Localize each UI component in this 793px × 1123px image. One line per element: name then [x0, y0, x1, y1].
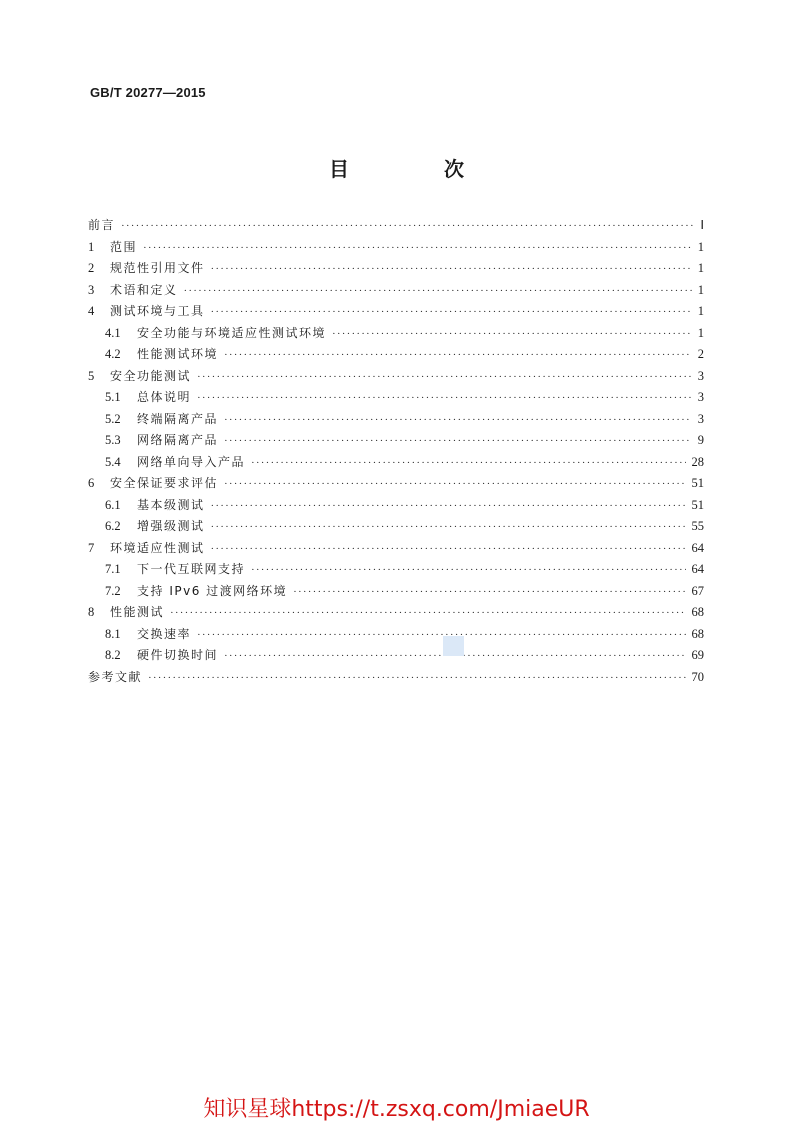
toc-entry[interactable]: [88, 538, 704, 560]
table-of-contents: [88, 215, 704, 688]
toc-entry-label: 网络隔离产品: [137, 433, 219, 447]
toc-entry-label: 测试环境与工具: [110, 304, 205, 318]
toc-dot-leader: [148, 668, 685, 690]
watermark-link[interactable]: 知识星球https://t.zsxq.com/JmiaeUR: [203, 1097, 590, 1122]
toc-entry-label: 术语和定义: [110, 282, 178, 297]
toc-entry[interactable]: [88, 366, 704, 388]
toc-entry-number: 8.1: [105, 626, 121, 641]
toc-dot-leader: [211, 302, 692, 324]
toc-entry-page: Ⅰ: [700, 218, 704, 232]
toc-entry-number: 7: [88, 540, 95, 555]
toc-entry-label: 参考文献: [88, 669, 143, 684]
toc-dot-leader: [197, 388, 692, 410]
toc-entry-page: 3: [697, 411, 704, 426]
toc-entry-page: 64: [691, 562, 704, 576]
toc-dot-leader: [143, 238, 692, 260]
toc-entry[interactable]: [88, 280, 704, 302]
toc-dot-leader: [170, 603, 685, 625]
toc-entry-number: 6: [88, 476, 95, 490]
toc-entry[interactable]: [88, 602, 704, 624]
toc-entry-page: 9: [697, 433, 704, 447]
toc-entry-page: 70: [691, 669, 704, 684]
toc-entry-number: 6.2: [105, 519, 121, 533]
toc-entry-page: 3: [697, 390, 704, 404]
toc-entry[interactable]: [88, 624, 704, 646]
toc-entry-number: 8.2: [105, 648, 121, 662]
toc-entry-number: 7.1: [105, 562, 121, 576]
toc-entry-label: 增强级测试: [137, 519, 205, 533]
toc-entry[interactable]: [88, 409, 704, 431]
toc-dot-leader: [224, 431, 692, 453]
toc-entry-label: 范围: [110, 239, 138, 254]
toc-entry-page: 67: [691, 583, 704, 598]
toc-dot-leader: [224, 474, 685, 496]
toc-dot-leader: [224, 345, 692, 367]
toc-dot-leader: [293, 582, 685, 604]
toc-entry[interactable]: [88, 258, 704, 280]
toc-entry[interactable]: [88, 387, 704, 409]
toc-entry-page: 68: [691, 605, 704, 619]
toc-entry-label: 安全功能测试: [110, 368, 192, 383]
toc-entry-number: 2: [88, 261, 95, 275]
toc-entry-page: 55: [691, 519, 704, 533]
toc-entry-label: 网络单向导入产品: [137, 454, 246, 469]
toc-entry[interactable]: [88, 473, 704, 495]
toc-entry-page: 69: [691, 648, 704, 662]
toc-entry-page: 2: [697, 347, 704, 361]
toc-entry-number: 5.1: [105, 390, 121, 404]
toc-entry-page: 1: [697, 304, 704, 318]
toc-dot-leader: [211, 496, 686, 518]
toc-entry[interactable]: [88, 452, 704, 474]
toc-entry-number: 3: [88, 282, 95, 297]
toc-entry-number: 7.2: [105, 583, 121, 598]
toc-entry-number: 5.4: [105, 454, 121, 469]
toc-dot-leader: [251, 560, 685, 582]
toc-entry-number: 4.1: [105, 325, 121, 340]
toc-entry-label: 总体说明: [137, 390, 192, 404]
toc-dot-leader: [224, 410, 692, 432]
toc-dot-leader: [211, 517, 686, 539]
toc-dot-leader: [211, 259, 692, 281]
toc-dot-leader: [121, 216, 694, 238]
toc-entry-page: 3: [697, 368, 704, 383]
toc-entry[interactable]: [88, 344, 704, 366]
toc-entry-page: 1: [697, 239, 704, 254]
toc-entry-page: 1: [697, 261, 704, 275]
toc-dot-leader: [211, 539, 686, 561]
toc-entry[interactable]: [88, 215, 704, 237]
toc-entry-label: 支持 IPv6 过渡网络环境: [137, 583, 288, 598]
toc-entry-label: 安全保证要求评估: [110, 476, 219, 490]
toc-dot-leader: [197, 367, 692, 389]
toc-entry-number: 5.3: [105, 433, 121, 447]
toc-entry[interactable]: [88, 237, 704, 259]
toc-entry[interactable]: [88, 430, 704, 452]
toc-entry-number: 6.1: [105, 497, 121, 512]
toc-entry-page: 28: [691, 454, 704, 469]
toc-entry[interactable]: [88, 495, 704, 517]
toc-entry-label: 性能测试环境: [137, 347, 219, 361]
toc-entry-number: 8: [88, 605, 95, 619]
toc-entry-label: 硬件切换时间: [137, 648, 219, 662]
toc-entry[interactable]: [88, 645, 704, 667]
page-title: 目 次: [329, 157, 508, 181]
toc-entry[interactable]: [88, 667, 704, 689]
toc-entry-label: 交换速率: [137, 626, 192, 641]
toc-entry[interactable]: [88, 301, 704, 323]
toc-entry-label: 性能测试: [110, 605, 165, 619]
toc-dot-leader: [184, 281, 692, 303]
toc-entry-label: 终端隔离产品: [137, 411, 219, 426]
toc-entry-number: 1: [88, 239, 95, 254]
toc-entry-page: 1: [697, 325, 704, 340]
toc-entry-label: 规范性引用文件: [110, 261, 205, 275]
toc-entry-page: 51: [691, 497, 704, 512]
toc-entry-label: 前言: [88, 218, 116, 232]
standard-code: GB/T 20277—2015: [90, 85, 206, 100]
toc-entry-label: 安全功能与环境适应性测试环境: [137, 325, 327, 340]
toc-entry[interactable]: [88, 516, 704, 538]
toc-entry-page: 1: [697, 282, 704, 297]
toc-entry-label: 基本级测试: [137, 497, 205, 512]
toc-entry-number: 5.2: [105, 411, 121, 426]
toc-dot-leader: [332, 324, 692, 346]
toc-entry-page: 51: [691, 476, 704, 490]
toc-dot-leader: [251, 453, 685, 475]
toc-entry-label: 环境适应性测试: [110, 540, 205, 555]
toc-dot-leader: [197, 625, 685, 647]
toc-entry-number: 4: [88, 304, 95, 318]
toc-entry-number: 4.2: [105, 347, 121, 361]
toc-entry[interactable]: [88, 323, 704, 345]
toc-entry-label: 下一代互联网支持: [137, 562, 246, 576]
toc-entry-page: 64: [691, 540, 704, 555]
selection-highlight: [443, 636, 464, 656]
toc-entry[interactable]: [88, 559, 704, 581]
toc-entry-page: 68: [691, 626, 704, 641]
toc-entry[interactable]: [88, 581, 704, 603]
toc-entry-number: 5: [88, 368, 95, 383]
